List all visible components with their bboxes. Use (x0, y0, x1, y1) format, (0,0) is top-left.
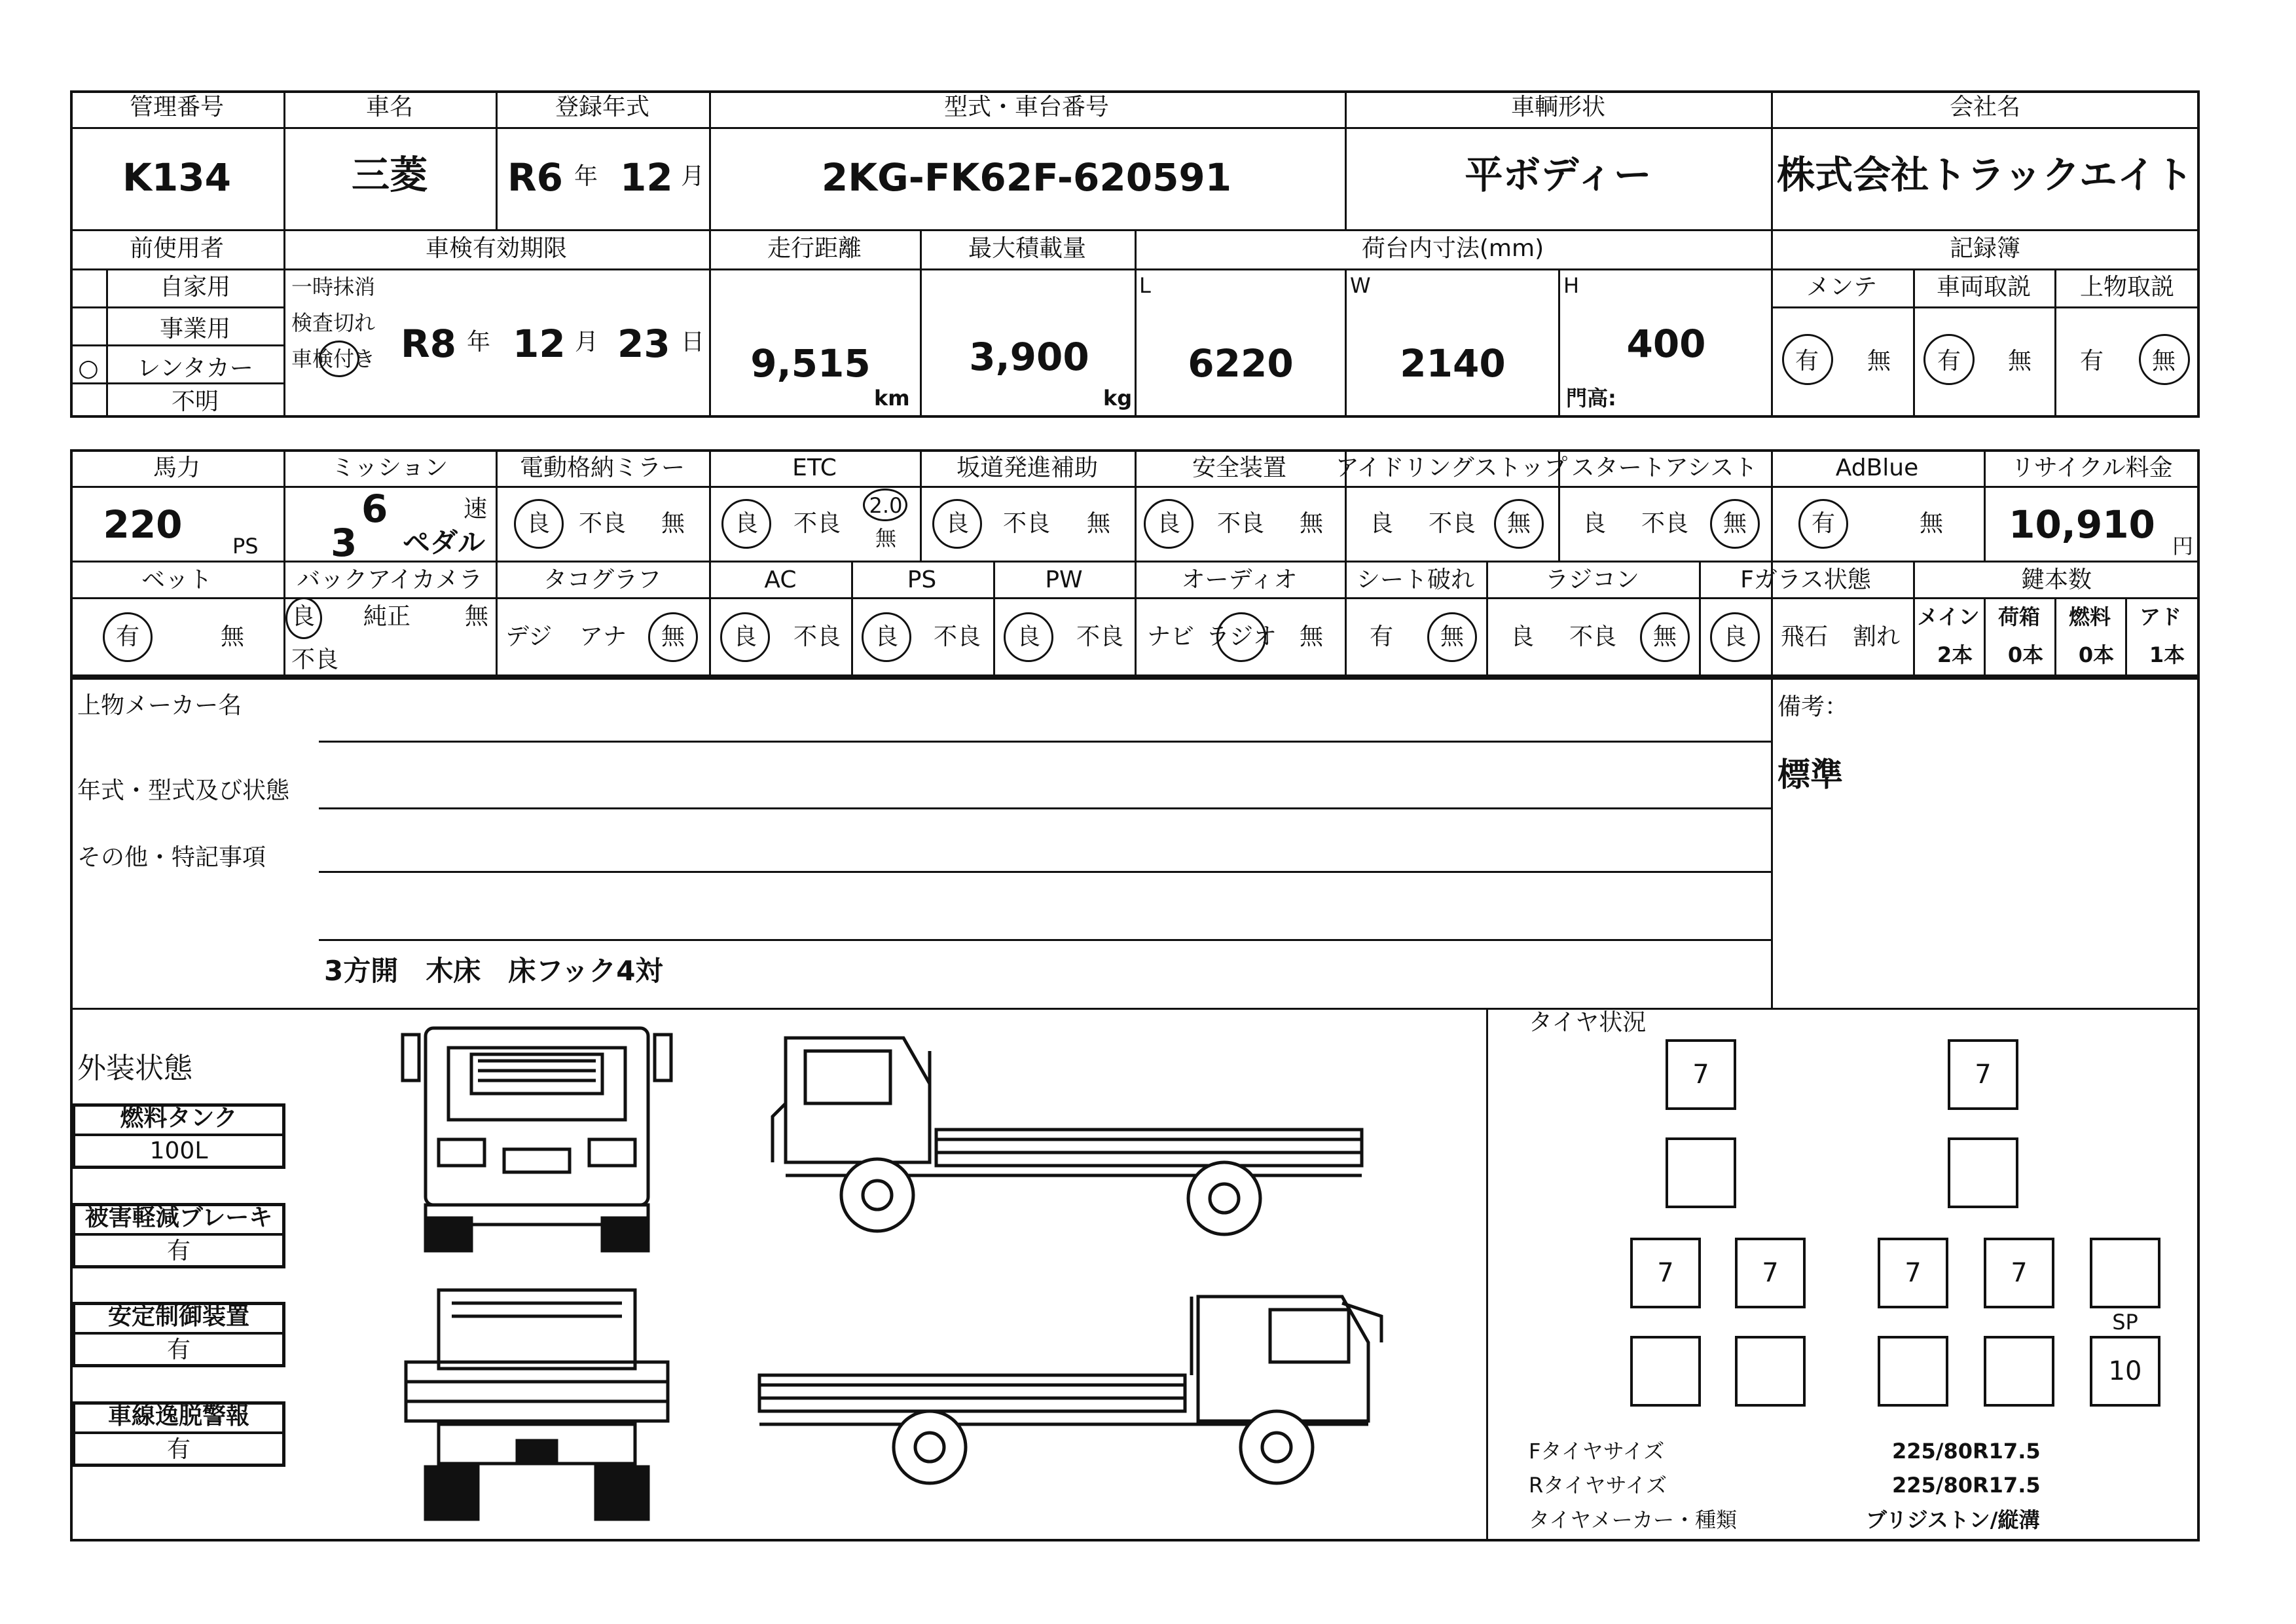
hp-value: 220 (103, 502, 183, 547)
remarks-label: 備考： (1777, 693, 1849, 720)
prev-user-private: 自家用 (159, 274, 231, 301)
truck-side-view-left (753, 1283, 1394, 1506)
recycle-fee: 10,910 (2009, 502, 2155, 547)
dim-w-value: 2140 (1400, 341, 1506, 386)
body-shape: 平ボディー (1465, 153, 1652, 197)
ps-good: 良 (874, 623, 899, 650)
header-label-maker: 車名 (365, 94, 414, 120)
etc-none: 無 (875, 526, 897, 551)
label-start-assist: スタートアシスト (1571, 454, 1758, 481)
key-ad-label: アド (2139, 604, 2182, 629)
records-body-yes: 有 (2079, 348, 2104, 375)
records-maint-label: メンテ (1806, 274, 1878, 301)
fuel-tank-label: 燃料タンク (120, 1105, 238, 1132)
tire-front-right-inner (1948, 1137, 2018, 1208)
speeds-value: 6 (361, 487, 388, 531)
mirror-bad: 不良 (578, 510, 627, 537)
remarks-text: 標準 (1777, 756, 1843, 794)
rc-good: 良 (1510, 623, 1535, 650)
label-keys: 鍵本数 (2020, 566, 2092, 593)
reg-month: 12 (620, 155, 673, 200)
records-maint-no: 無 (1867, 348, 1891, 375)
ps-circle (862, 612, 911, 662)
tire-rear-2-inner (1735, 1336, 1806, 1407)
records-vehicle-yes: 有 (1937, 348, 1961, 375)
tire-spare: 10 (2090, 1336, 2160, 1407)
key-main-label: メイン (1917, 604, 1980, 629)
tire-rear-2: 7 (1735, 1238, 1806, 1308)
label-radio-control: ラジコン (1544, 566, 1640, 593)
insp-option-expired: 検査切れ (291, 310, 376, 335)
bed-circle (103, 612, 153, 662)
label-bed-dims: 荷台内寸法(mm) (1361, 235, 1544, 262)
label-inspection: 車検有効期限 (425, 235, 568, 262)
label-max-load: 最大積載量 (968, 235, 1087, 262)
dim-h-label: H (1563, 273, 1580, 298)
safety-bad: 不良 (1216, 510, 1265, 537)
speeds-unit: 速 (464, 496, 488, 523)
stability-control-value: 有 (166, 1337, 191, 1363)
label-f-glass: Fガラス状態 (1740, 566, 1871, 593)
dim-l-value: 6220 (1188, 341, 1294, 386)
truck-side-view-right (759, 1025, 1388, 1247)
prev-user-check-mark: ○ (78, 355, 99, 382)
label-records: 記録簿 (1949, 235, 2021, 262)
key-fuel-count: 0本 (2078, 642, 2115, 667)
dim-l-label: L (1139, 273, 1151, 298)
assist-good: 良 (1582, 510, 1607, 537)
tire-front-left-inner (1666, 1137, 1736, 1208)
collision-brake-value: 有 (166, 1238, 191, 1264)
records-maint-circle (1782, 334, 1833, 385)
insp-day-unit: 日 (681, 329, 705, 356)
mirror-circle (514, 499, 564, 549)
key-box-label: 荷箱 (1997, 604, 2041, 629)
tacho-analog: アナ (579, 623, 627, 650)
seat-no: 無 (1440, 623, 1465, 650)
tacho-circle (648, 612, 698, 662)
insp-month: 12 (513, 322, 566, 366)
safety-circle (1144, 499, 1194, 549)
truck-front-view (399, 1008, 674, 1257)
hill-none: 無 (1086, 510, 1111, 537)
records-vehicle-circle (1923, 334, 1975, 385)
key-fuel-label: 燃料 (2068, 604, 2111, 629)
header-label-shape: 車輌形状 (1510, 94, 1606, 120)
tire-front-left: 7 (1666, 1039, 1736, 1110)
truck-rear-view (399, 1283, 674, 1532)
etc-bad: 不良 (793, 510, 841, 537)
etc-good-circle (721, 499, 771, 549)
prev-user-rental: レンタカー (137, 355, 253, 382)
camera-none: 無 (465, 603, 489, 630)
records-body-no: 無 (2151, 348, 2176, 375)
company-name: 株式会社トラックエイト (1777, 153, 2193, 197)
header-label-company: 会社名 (1949, 94, 2021, 120)
header-label-reg: 登録年式 (555, 94, 650, 120)
label-adblue: AdBlue (1835, 454, 1919, 481)
glass-crack: 割れ (1853, 623, 1901, 650)
tire-rear-1: 7 (1630, 1238, 1701, 1308)
seat-yes: 有 (1369, 623, 1394, 650)
hp-unit: PS (232, 534, 259, 559)
r-tire-size-label: Rタイヤサイズ (1529, 1473, 1667, 1498)
seat-circle (1427, 612, 1477, 662)
pw-good: 良 (1016, 623, 1041, 650)
collision-brake-label: 被害軽減ブレーキ (84, 1204, 273, 1231)
assist-bad: 不良 (1641, 510, 1689, 537)
stability-control-label: 安定制御装置 (107, 1303, 250, 1330)
bed-yes: 有 (115, 623, 140, 650)
bed-no: 無 (220, 623, 245, 650)
model-no: 2KG-FK62F-620591 (821, 155, 1232, 200)
hill-good: 良 (945, 510, 970, 537)
insp-day: 23 (617, 322, 670, 366)
label-recycle: リサイクル料金 (2011, 454, 2173, 481)
label-mileage: 走行距離 (767, 235, 862, 262)
pw-circle (1004, 612, 1053, 662)
ac-circle (720, 612, 770, 662)
label-prev-user: 前使用者 (129, 235, 225, 262)
f-tire-size-label: Fタイヤサイズ (1529, 1439, 1665, 1464)
hill-circle (932, 499, 982, 549)
tire-rear-4: 7 (1984, 1238, 2054, 1308)
tacho-none: 無 (661, 623, 685, 650)
records-body-manual-label: 上物取説 (2079, 274, 2175, 301)
rc-none: 無 (1652, 623, 1677, 650)
etc-version-circle (863, 489, 907, 521)
glass-good: 良 (1722, 623, 1747, 650)
key-ad-count: 1本 (2149, 642, 2185, 667)
records-vehicle-no: 無 (2007, 348, 2032, 375)
mileage-value: 9,515 (750, 341, 871, 386)
pw-bad: 不良 (1076, 623, 1124, 650)
label-hill-start: 坂道発進補助 (956, 454, 1099, 481)
label-body-maker: 上物メーカー名 (77, 692, 242, 719)
label-safety: 安全装置 (1192, 454, 1287, 481)
key-main-count: 2本 (1937, 642, 1973, 667)
insp-option-deregistered: 一時抹消 (291, 274, 376, 299)
insp-option-valid: 車検付き (291, 346, 376, 371)
idle-circle (1494, 499, 1544, 549)
etc-good: 良 (734, 510, 759, 537)
reg-month-unit: 月 (681, 163, 705, 190)
idle-good: 良 (1369, 510, 1394, 537)
label-back-camera: バックアイカメラ (297, 566, 483, 593)
camera-genuine: 純正 (363, 603, 411, 630)
gate-height-label: 門高: (1566, 386, 1616, 411)
idle-none: 無 (1506, 510, 1531, 537)
camera-circle (285, 597, 322, 639)
insp-year-unit: 年 (467, 329, 491, 356)
idle-bad: 不良 (1428, 510, 1476, 537)
label-year-model: 年式・型式及び状態 (77, 777, 290, 804)
glass-chip: 飛石 (1781, 623, 1829, 650)
label-pw: PW (1045, 566, 1083, 593)
insp-valid-circle (319, 341, 359, 377)
r-tire-size: 225/80R17.5 (1892, 1473, 2041, 1498)
camera-bad: 不良 (291, 646, 339, 673)
tire-maker-label: タイヤメーカー・種類 (1529, 1507, 1738, 1532)
special-notes: 3方開 木床 床フック4対 (324, 955, 663, 987)
reg-era: R6 (507, 155, 564, 200)
fuel-tank-value: 100L (149, 1137, 208, 1164)
header-label-mgmt: 管理番号 (129, 94, 225, 120)
ps-bad: 不良 (933, 623, 981, 650)
recycle-unit: 円 (2172, 534, 2194, 559)
mirror-none: 無 (661, 510, 685, 537)
tire-status-title: タイヤ状況 (1529, 1009, 1647, 1036)
f-tire-size: 225/80R17.5 (1892, 1439, 2041, 1464)
mgmt-no: K134 (122, 155, 232, 200)
tire-rear-3-inner (1878, 1336, 1948, 1407)
maker-name: 三菱 (351, 153, 428, 197)
records-body-circle (2139, 334, 2190, 385)
label-etc: ETC (792, 454, 837, 481)
tire-rear-4-inner (1984, 1336, 2054, 1407)
tire-rear-1-inner (1630, 1336, 1701, 1407)
hill-bad: 不良 (1002, 510, 1051, 537)
label-hp: 馬力 (153, 454, 201, 481)
audio-none: 無 (1300, 623, 1324, 650)
audio-navi: ナビ (1147, 623, 1195, 650)
dim-h-value: 400 (1626, 322, 1706, 366)
audio-circle (1216, 612, 1266, 662)
adblue-circle (1798, 499, 1848, 549)
pedals-unit: ペダル (403, 526, 486, 559)
label-ac: AC (764, 566, 797, 593)
mileage-unit: km (874, 386, 910, 411)
key-box-count: 0本 (2007, 642, 2044, 667)
max-load-value: 3,900 (969, 335, 1089, 379)
rc-bad: 不良 (1569, 623, 1617, 650)
audio-radio: ラジオ (1206, 623, 1277, 650)
tire-rear-3: 7 (1878, 1238, 1948, 1308)
label-power-mirror: 電動格納ミラー (519, 454, 685, 481)
records-maint-yes: 有 (1795, 348, 1819, 375)
label-seat-tear: シート破れ (1356, 566, 1475, 593)
insp-era: R8 (401, 322, 457, 366)
ac-bad: 不良 (793, 623, 841, 650)
reg-year-unit: 年 (574, 163, 598, 190)
prev-user-unknown: 不明 (171, 388, 219, 415)
camera-good: 良 (291, 603, 316, 630)
rc-circle (1640, 612, 1690, 662)
label-bed: ベット (141, 566, 213, 593)
spare-label: SP (2112, 1310, 2138, 1335)
label-ps: PS (907, 566, 937, 593)
exterior-title: 外装状態 (77, 1052, 192, 1085)
lane-departure-value: 有 (166, 1436, 191, 1463)
tire-maker: ブリジストン/縦溝 (1866, 1507, 2040, 1532)
max-load-unit: kg (1103, 386, 1133, 411)
assist-circle (1710, 499, 1760, 549)
lane-departure-label: 車線逸脱警報 (107, 1403, 250, 1430)
assist-none: 無 (1722, 510, 1747, 537)
label-other: その他・特記事項 (77, 844, 266, 871)
records-vehicle-manual-label: 車両取説 (1936, 274, 2032, 301)
mirror-good: 良 (526, 510, 551, 537)
header-label-model: 型式・車台番号 (943, 94, 1110, 120)
etc-version: 2.0 (869, 493, 903, 518)
safety-none: 無 (1299, 510, 1324, 537)
dim-w-label: W (1350, 273, 1371, 298)
tire-front-right: 7 (1948, 1039, 2018, 1110)
adblue-yes: 有 (1811, 510, 1836, 537)
tacho-digital: デジ (505, 623, 553, 650)
prev-user-business: 事業用 (159, 316, 231, 342)
label-idle-stop: アイドリングストップ (1335, 454, 1568, 481)
label-tacho: タコグラフ (543, 566, 662, 593)
glass-circle (1710, 612, 1760, 662)
insp-month-unit: 月 (575, 329, 599, 356)
pedals-value: 3 (331, 521, 357, 565)
tire-extra-right (2090, 1238, 2160, 1308)
safety-good: 良 (1156, 510, 1181, 537)
label-mission: ミッション (331, 454, 448, 481)
ac-good: 良 (733, 623, 757, 650)
adblue-no: 無 (1919, 510, 1944, 537)
label-audio: オーディオ (1181, 566, 1298, 593)
